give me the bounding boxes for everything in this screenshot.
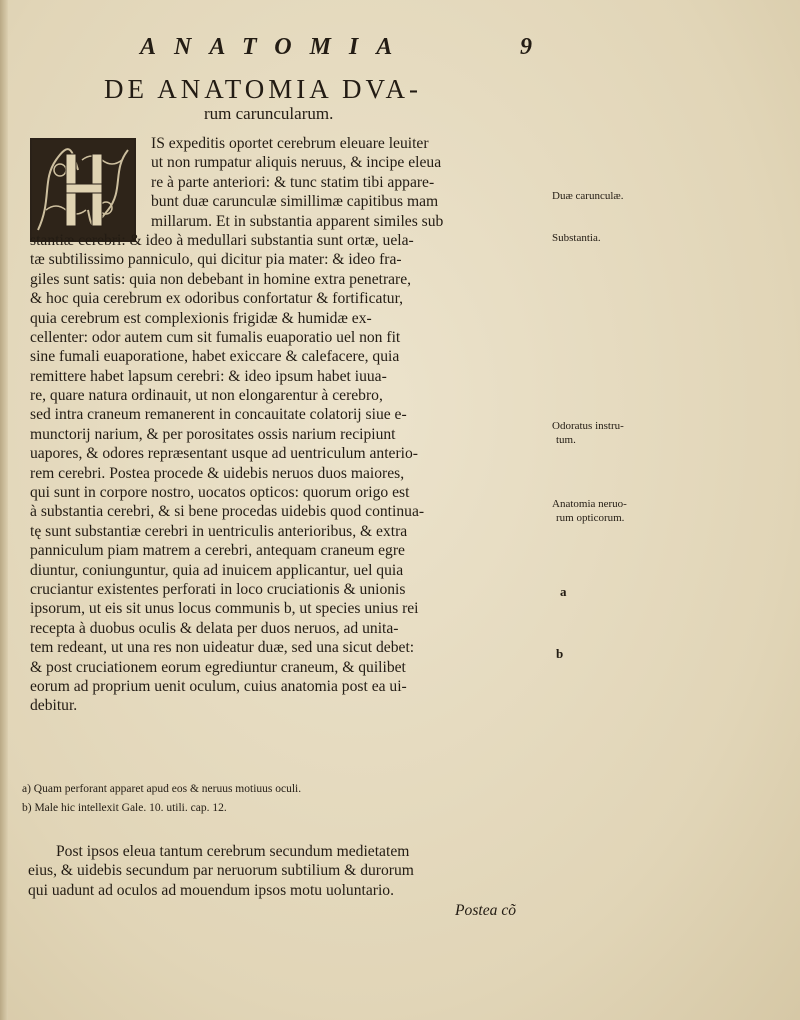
text-line: à substantia cerebri, & si bene procedas uidebis quod continua-	[30, 503, 425, 521]
catchword: Postea cõ	[455, 902, 517, 919]
text-line: giles sunt satis: quia non debebant in homine extra penetrare,	[30, 270, 412, 288]
text-line: millarum. Et in substantia apparent similes sub	[151, 212, 444, 230]
text-line: munctorij narium, & per porositates ossis narium recipiunt	[30, 425, 396, 443]
marginal-note: Substantia.	[552, 232, 601, 244]
text-line: quia cerebrum est complexionis frigidæ & humidæ ex-	[30, 309, 372, 327]
text-line: uapores, & odores repræsentant usque ad uentriculum anterio-	[30, 445, 418, 463]
text-line: eius, & uidebis secundum par neruorum subtilium & durorum	[28, 862, 414, 880]
footnotes	[22, 780, 542, 818]
text-line: Post ipsos eleua tantum cerebrum secundum medietatem	[56, 843, 410, 860]
text-line: cellenter: odor autem cum sit fumalis euaporatio uel non fit	[30, 328, 401, 346]
footnote: b) Male hic intellexit Gale. 10. utili. cap. 12.	[22, 802, 227, 814]
footnote: a) Quam perforant apparet apud eos & neruus motiuus oculi.	[22, 783, 302, 795]
folio-number: 9	[520, 34, 532, 60]
text-line: debitur.	[30, 697, 78, 715]
text-line: remittere habet lapsum cerebri: & ideo ipsum habet iuua-	[30, 367, 387, 385]
chapter-title: DE ANATOMIA DVA-	[104, 74, 423, 104]
main-text	[30, 134, 550, 716]
running-head: ANATOMIA	[140, 34, 411, 60]
text-line: ut non rumpatur aliquis neruus, & incipe eleua	[151, 154, 442, 172]
text-line: tem redeant, ut una res non uideatur duæ, sed una sicut debet:	[30, 639, 415, 657]
text-line: rem cerebri. Postea procede & uidebis neruos duos maiores,	[30, 464, 405, 482]
text-line: ipsorum, ut eis sit unus locus communis b, ut species unius rei	[30, 600, 419, 618]
text-line: & post cruciationem eorum egrediuntur craneum, & quilibet	[30, 658, 406, 676]
text-line: & hoc quia cerebrum ex odoribus confortatur & fortificatur,	[30, 290, 404, 308]
text-line: cruciantur existentes perforati in loco cruciationis & unionis	[30, 580, 406, 598]
text-line: tæ subtilissimo panniculo, qui dicitur pia mater: & ideo fra-	[30, 251, 402, 269]
text-line: stantiæ cerebri: & ideo à medullari substantia sunt ortæ, uela-	[30, 231, 414, 249]
page-gutter	[0, 0, 8, 1020]
text-line: re, quare natura ordinauit, ut non elongarentur à cerebro,	[30, 387, 383, 405]
marginal-note: rum opticorum.	[556, 512, 625, 524]
text-line: recepta à duobus oculis & delata per duos neruos, ad unita-	[30, 619, 399, 637]
marginal-note: Anatomia neruo-	[552, 498, 627, 510]
text-line: eorum ad proprium uenit oculum, cuius anatomia post ea ui-	[30, 677, 407, 695]
text-line: qui sunt in corpore nostro, uocatos opticos: quorum origo est	[30, 484, 410, 502]
marginal-note: Duæ carunculæ.	[552, 190, 624, 202]
text-line: qui uadunt ad oculos ad mouendum ipsos motu uoluntario.	[28, 881, 394, 899]
chapter-subtitle: rum caruncularum.	[204, 104, 334, 123]
text-line: re à parte anteriori: & tunc statim tibi appare-	[151, 173, 435, 191]
marginal-reference-a: a	[560, 584, 567, 599]
text-line: tę sunt substantiæ cerebri in uentriculis anterioribus, & extra	[30, 522, 408, 540]
marginal-reference-b: b	[556, 646, 564, 661]
marginal-note: tum.	[556, 434, 576, 446]
text-line: IS expeditis oportet cerebrum eleuare leuiter	[151, 135, 429, 152]
text-line: bunt duæ carunculæ simillimæ capitibus mam	[151, 193, 439, 211]
text-line: diuntur, coniunguntur, quia ad inuicem applicantur, uel quia	[30, 561, 404, 579]
text-line: sed intra craneum remanerent in concauitate colatorij siue e-	[30, 406, 407, 424]
text-line: panniculum piam matrem a cerebri, antequam craneum egre	[30, 542, 405, 560]
continuation-text	[28, 842, 548, 900]
text-line: sine fumali euaporatione, habet exiccare & calefacere, quia	[30, 348, 400, 366]
marginal-note: Odoratus instru-	[552, 420, 624, 432]
